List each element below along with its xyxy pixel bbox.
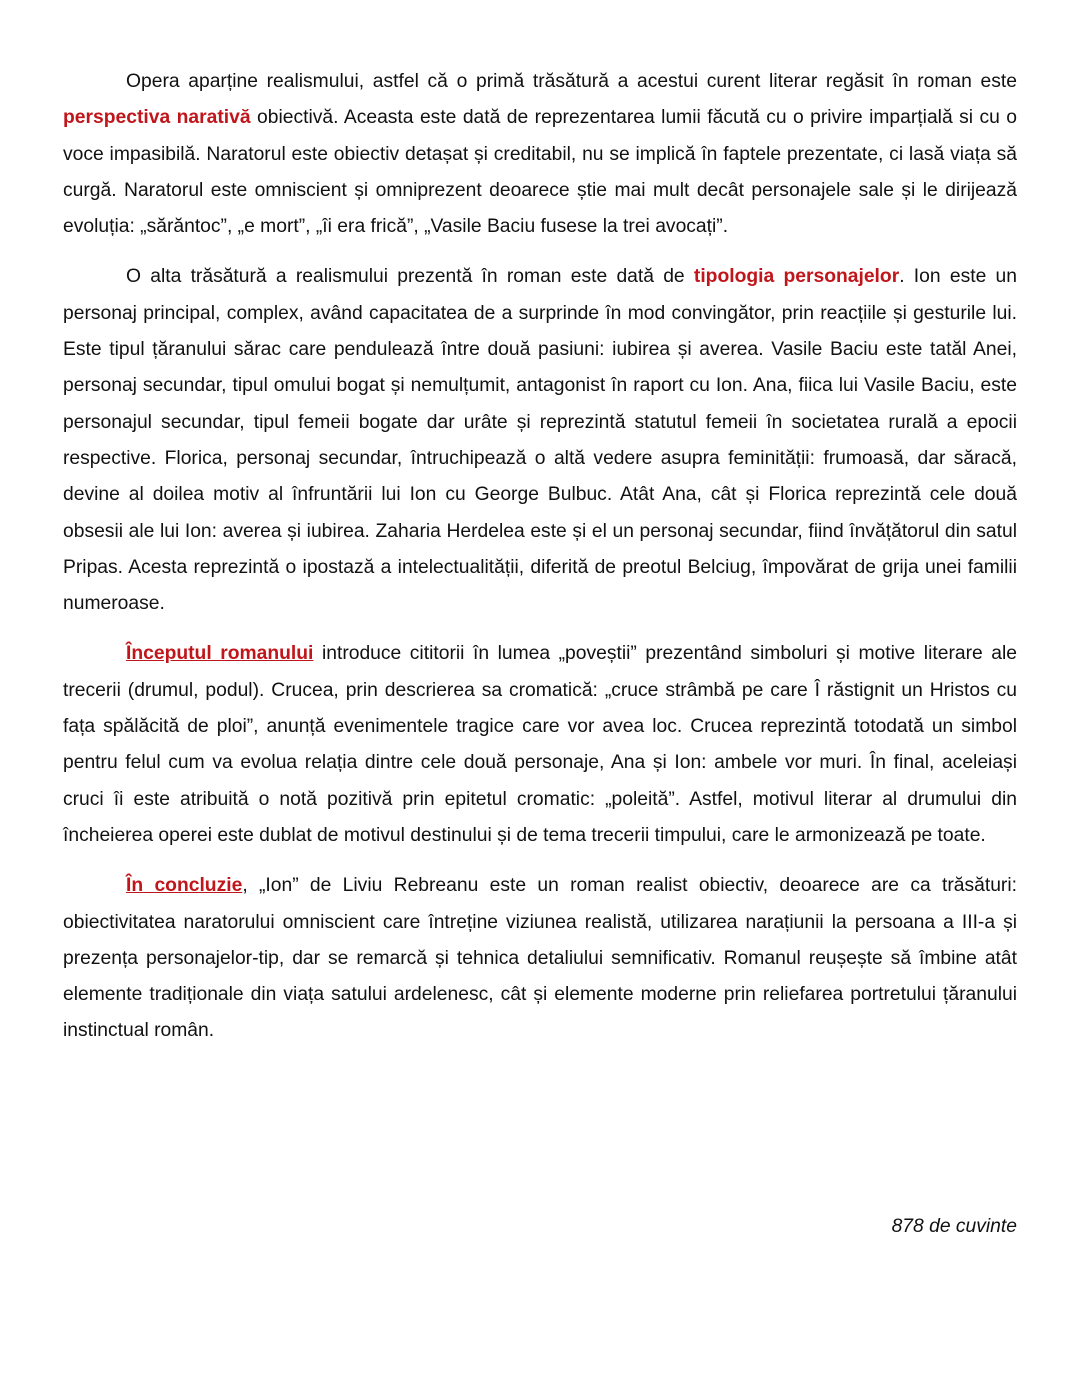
document-page xyxy=(63,64,1017,1064)
paragraph-realism-perspective xyxy=(63,64,1017,245)
paragraph-text-after: , „Ion” de Liviu Rebreanu este un roman realist obiectiv, deoarece are ca trăsături: obiectivitatea naratorului omniscient care întreține viziunea realistă, utilizarea narațiunii la persoana a III-a și prezența personajelor-tip, dar se remarcă și tehnica detaliului semnificativ. Romanul reușește să îmbine atât elemente tradiționale din viața satului ardelenesc, cât și elemente moderne prin reliefarea portretului țăranului instinctual român. xyxy=(63,875,1017,1042)
paragraph-character-typology xyxy=(63,259,1017,622)
paragraph-text-before: Opera aparține realismului, astfel că o primă trăsătură a acestui curent literar regăsit în roman este xyxy=(126,71,1017,92)
paragraph-novel-beginning xyxy=(63,636,1017,854)
highlight-perspectiva-narativa: perspectiva narativă xyxy=(63,107,251,129)
highlight-inceputul-romanului: Începutul romanului xyxy=(126,643,314,665)
highlight-in-concluzie: În concluzie xyxy=(126,875,243,897)
highlight-tipologia-personajelor: tipologia personajelor xyxy=(693,266,900,288)
word-count-label: 878 de cuvinte xyxy=(891,1216,1017,1237)
paragraph-conclusion xyxy=(63,868,1017,1049)
paragraph-text-after: introduce cititorii în lumea „poveștii” prezentând simboluri și motive literare ale trecerii (drumul, podul). Crucea, prin descrierea sa cromatică: „cruce strâmbă pe care Î răstignit un Hristos cu fața spălăcită de ploi”, anunță evenimentele tragice care vor avea loc. Crucea reprezintă totodată un simbol pentru felul cum va evolua relația dintre cele două personaje, Ana și Ion: ambele vor muri. În final, aceleiași cruci îi este atribuită o notă pozitivă prin epitetul cromatic: „poleită”. Astfel, motivul literar al drumului din încheierea operei este dublat de motivul destinului și de tema trecerii timpului, care le armonizează pe toate. xyxy=(63,643,1017,846)
paragraph-text-after: obiectivă. Aceasta este dată de reprezentarea lumii făcută cu o privire imparțială si cu o voce impasibilă. Naratorul este obiectiv detașat și creditabil, nu se implică în faptele prezentate, ci lasă viața să curgă. Naratorul este omniscient și omniprezent deoarece știe mai mult decât personajele sale și le dirijează evoluția: „sărăntoc”, „e mort”, „îi era frică”, „Vasile Baciu fusese la trei avocați”. xyxy=(63,107,1017,238)
paragraph-text-after: . Ion este un personaj principal, complex, având capacitatea de a surprinde în mod convingător, prin reacțiile și gesturile lui. Este tipul țăranului sărac care pendulează între două pasiuni: iubirea și averea. Vasile Baciu este tatăl Anei, personaj secundar, tipul omului bogat și nemulțumit, antagonist în raport cu Ion. Ana, fiica lui Vasile Baciu, este personajul secundar, tipul femeii bogate dar urâte și reprezintă statutul femeii în societatea rurală a epocii respective. Florica, personaj secundar, întruchipează o altă vedere asupra feminității: frumoasă, dar săracă, devine al doilea motiv al înfruntării lui Ion cu George Bulbuc. Atât Ana, cât și Florica reprezintă cele două obsesii ale lui Ion: averea și iubirea. Zaharia Herdelea este și el un personaj secundar, fiind învățătorul din satul Pripas. Acesta reprezintă o ipostază a intelectualității, diferită de preotul Belciug, împovărat de grija unei familii numeroase. xyxy=(63,266,1017,615)
paragraph-text-before: O alta trăsătură a realismului prezentă în roman este dată de xyxy=(126,266,694,288)
